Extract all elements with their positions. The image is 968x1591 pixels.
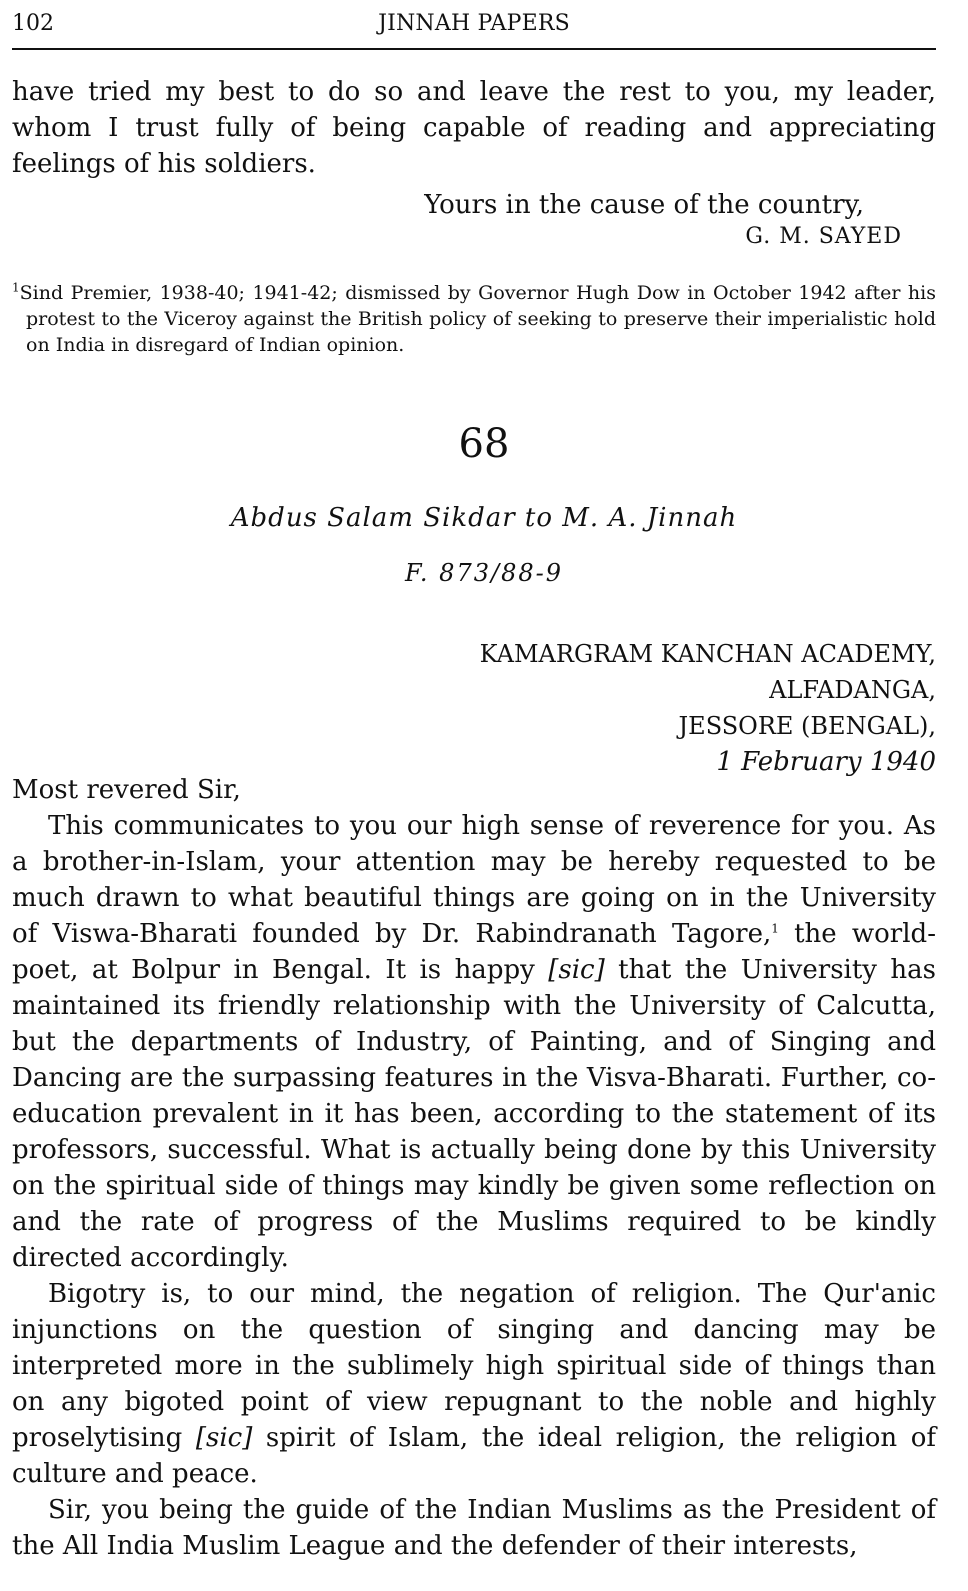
file-reference: F. 873/88-9 <box>405 559 563 587</box>
address-line-3: JESSORE (BENGAL), <box>678 712 936 740</box>
letter-number: 68 <box>458 421 510 467</box>
running-title: JINNAH PAPERS <box>378 11 570 36</box>
footnote-text: Sind Premier, 1938-40; 1941-42; dismissed by Governor Hugh Dow in October 1942 after his protest to the Viceroy against the British policy of seeking to preserve their imperialistic hold on India in disregard of Indian opinion. <box>19 282 936 356</box>
footnote-marker: 1 <box>12 280 20 295</box>
page-number: 102 <box>12 11 54 36</box>
paragraph-2-part-b: spirit of Islam, the ideal religion, the religion of culture and peace. <box>12 1423 936 1489</box>
footnote-ref: 1 <box>771 921 779 936</box>
letter-closing: Yours in the cause of the country, <box>424 190 864 220</box>
paragraph-1-part-a: This communicates to you our high sense of reverence for you. As a brother-in-Islam, your attention may be hereby requested to be much drawn to what beautiful things are going on in the University of Viswa-Bharati founded by Dr. Rabindranath Tagore, <box>12 811 936 949</box>
sic-mark-2: [sic] <box>195 1423 253 1453</box>
address-line-1: KAMARGRAM KANCHAN ACADEMY, <box>479 640 936 668</box>
sender-address <box>12 636 936 780</box>
paragraph-1 <box>12 808 936 1276</box>
salutation: Most revered Sir, <box>12 775 241 805</box>
previous-letter-text: have tried my best to do so and leave the rest to you, my leader, whom I trust fully of being capable of reading and appreciating feelings of his soldiers. <box>12 77 936 179</box>
paragraph-1-part-b: the world-poet, at Bolpur in Bengal. It is happy <box>12 919 936 985</box>
letter-from-to: Abdus Salam Sikdar to M. A. Jinnah <box>230 503 738 533</box>
footnote <box>12 280 936 358</box>
address-line-2: ALFADANGA, <box>769 676 936 704</box>
letter-body <box>12 808 936 1564</box>
letter-signature: G. M. SAYED <box>745 224 902 249</box>
footnote-body <box>12 280 936 358</box>
paragraph-2-part-a: Bigotry is, to our mind, the negation of religion. The Qur'anic injunctions on the question of singing and dancing may be interpreted more in the sublimely high spiritual side of things than on any bigoted point of view repugnant to the noble and highly proselytising <box>12 1279 936 1453</box>
letter-date: 1 February 1940 <box>716 747 936 777</box>
sic-mark: [sic] <box>548 955 605 985</box>
paragraph-1-part-c: that the University has maintained its friendly relationship with the University of Calcutta, but the departments of Industry, of Painting, and of Singing and Dancing are the surpassing features in the Visva-Bharati. Further, co-education prevalent in it has been, according to the statement of its professors, successful. What is actually being done by this University on the spiritual side of things may kindly be given some reflection on and the rate of progress of the Muslims required to be kindly directed accordingly. <box>12 955 936 1273</box>
paragraph-2 <box>12 1276 936 1492</box>
page-header <box>12 8 936 50</box>
paragraph-3: Sir, you being the guide of the Indian Muslims as the President of the All India Muslim League and the defender of their interests, <box>12 1495 936 1561</box>
